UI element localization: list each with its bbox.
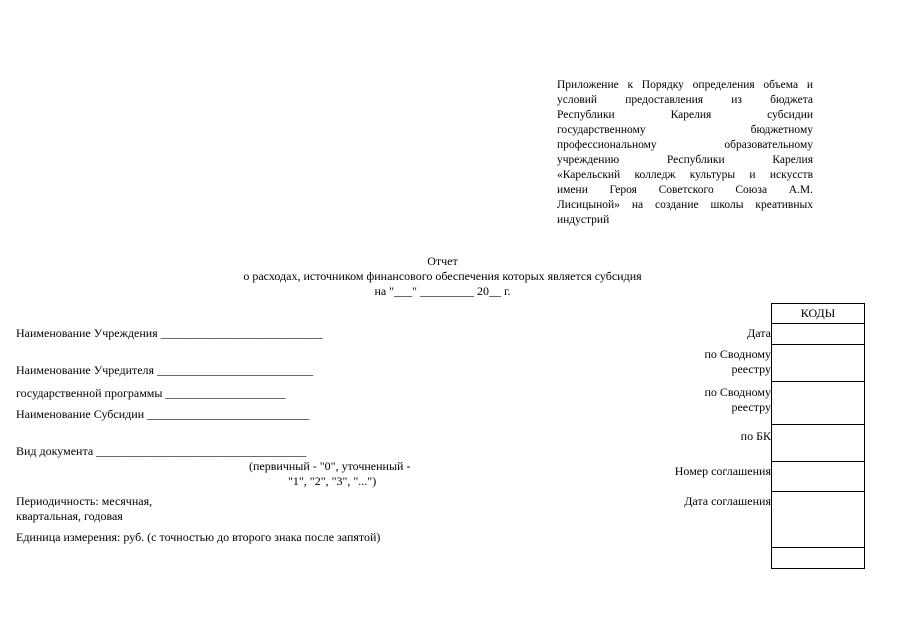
appendix-line: Республики Карелия субсидии: [557, 109, 813, 121]
appendix-line: «Карельский колледж культуры и искусств: [557, 169, 813, 181]
appendix-line: государственному бюджетному: [557, 124, 813, 136]
report-title: Отчет: [427, 254, 458, 268]
program-field: государственной программы ____________________: [16, 386, 286, 400]
appendix-line: Приложение к Порядку определения объема и: [557, 79, 813, 91]
institution-field: Наименование Учреждения ___________________________: [16, 326, 323, 340]
date-label: Дата: [747, 326, 771, 340]
appendix-line: условий предоставления из бюджета: [557, 94, 813, 106]
registry-label: реестру: [731, 400, 771, 414]
report-subtitle: о расходах, источником финансового обеспечения которых является субсидия: [243, 269, 642, 283]
bk-label: по БК: [740, 429, 771, 443]
codes-table: [771, 303, 865, 569]
code-cell-bk: [772, 425, 865, 462]
registry-label: по Сводному: [704, 347, 771, 361]
code-cell-agreement-number: [772, 462, 865, 492]
code-cell-date: [772, 324, 865, 345]
subsidy-field: Наименование Субсидии ___________________________: [16, 407, 310, 421]
agreement-date-label: Дата соглашения: [684, 494, 771, 508]
unit-label: Единица измерения: руб. (с точностью до второго знака после запятой): [16, 530, 381, 544]
codes-header: КОДЫ: [772, 304, 865, 324]
code-cell-agreement-date: [772, 492, 865, 548]
registry-label: по Сводному: [704, 385, 771, 399]
periodicity-label: Периодичность: месячная,: [16, 494, 153, 508]
code-cell-registry: [772, 382, 865, 425]
doc-type-note: "1", "2", "3", "..."): [288, 474, 377, 488]
agreement-number-label: Номер соглашения: [674, 464, 771, 478]
appendix-line: профессиональному образовательному: [557, 139, 813, 151]
founder-field: Наименование Учредителя __________________________: [16, 363, 314, 377]
appendix-line: индустрий: [557, 214, 610, 226]
registry-label: реестру: [731, 362, 771, 376]
code-cell: [772, 548, 865, 569]
periodicity-label: квартальная, годовая: [16, 509, 123, 523]
appendix-line: Лисицыной» на создание школы креативных: [557, 199, 813, 211]
appendix-note: [557, 78, 813, 228]
code-cell-registry: [772, 345, 865, 382]
appendix-line: имени Героя Советского Союза А.М.: [557, 184, 813, 196]
appendix-line: учреждению Республики Карелия: [557, 154, 813, 166]
doc-type-note: (первичный - "0", уточненный -: [249, 459, 411, 473]
report-date-line: на "___" _________ 20__ г.: [374, 284, 511, 298]
doc-type-field: Вид документа ___________________________________: [16, 444, 307, 458]
